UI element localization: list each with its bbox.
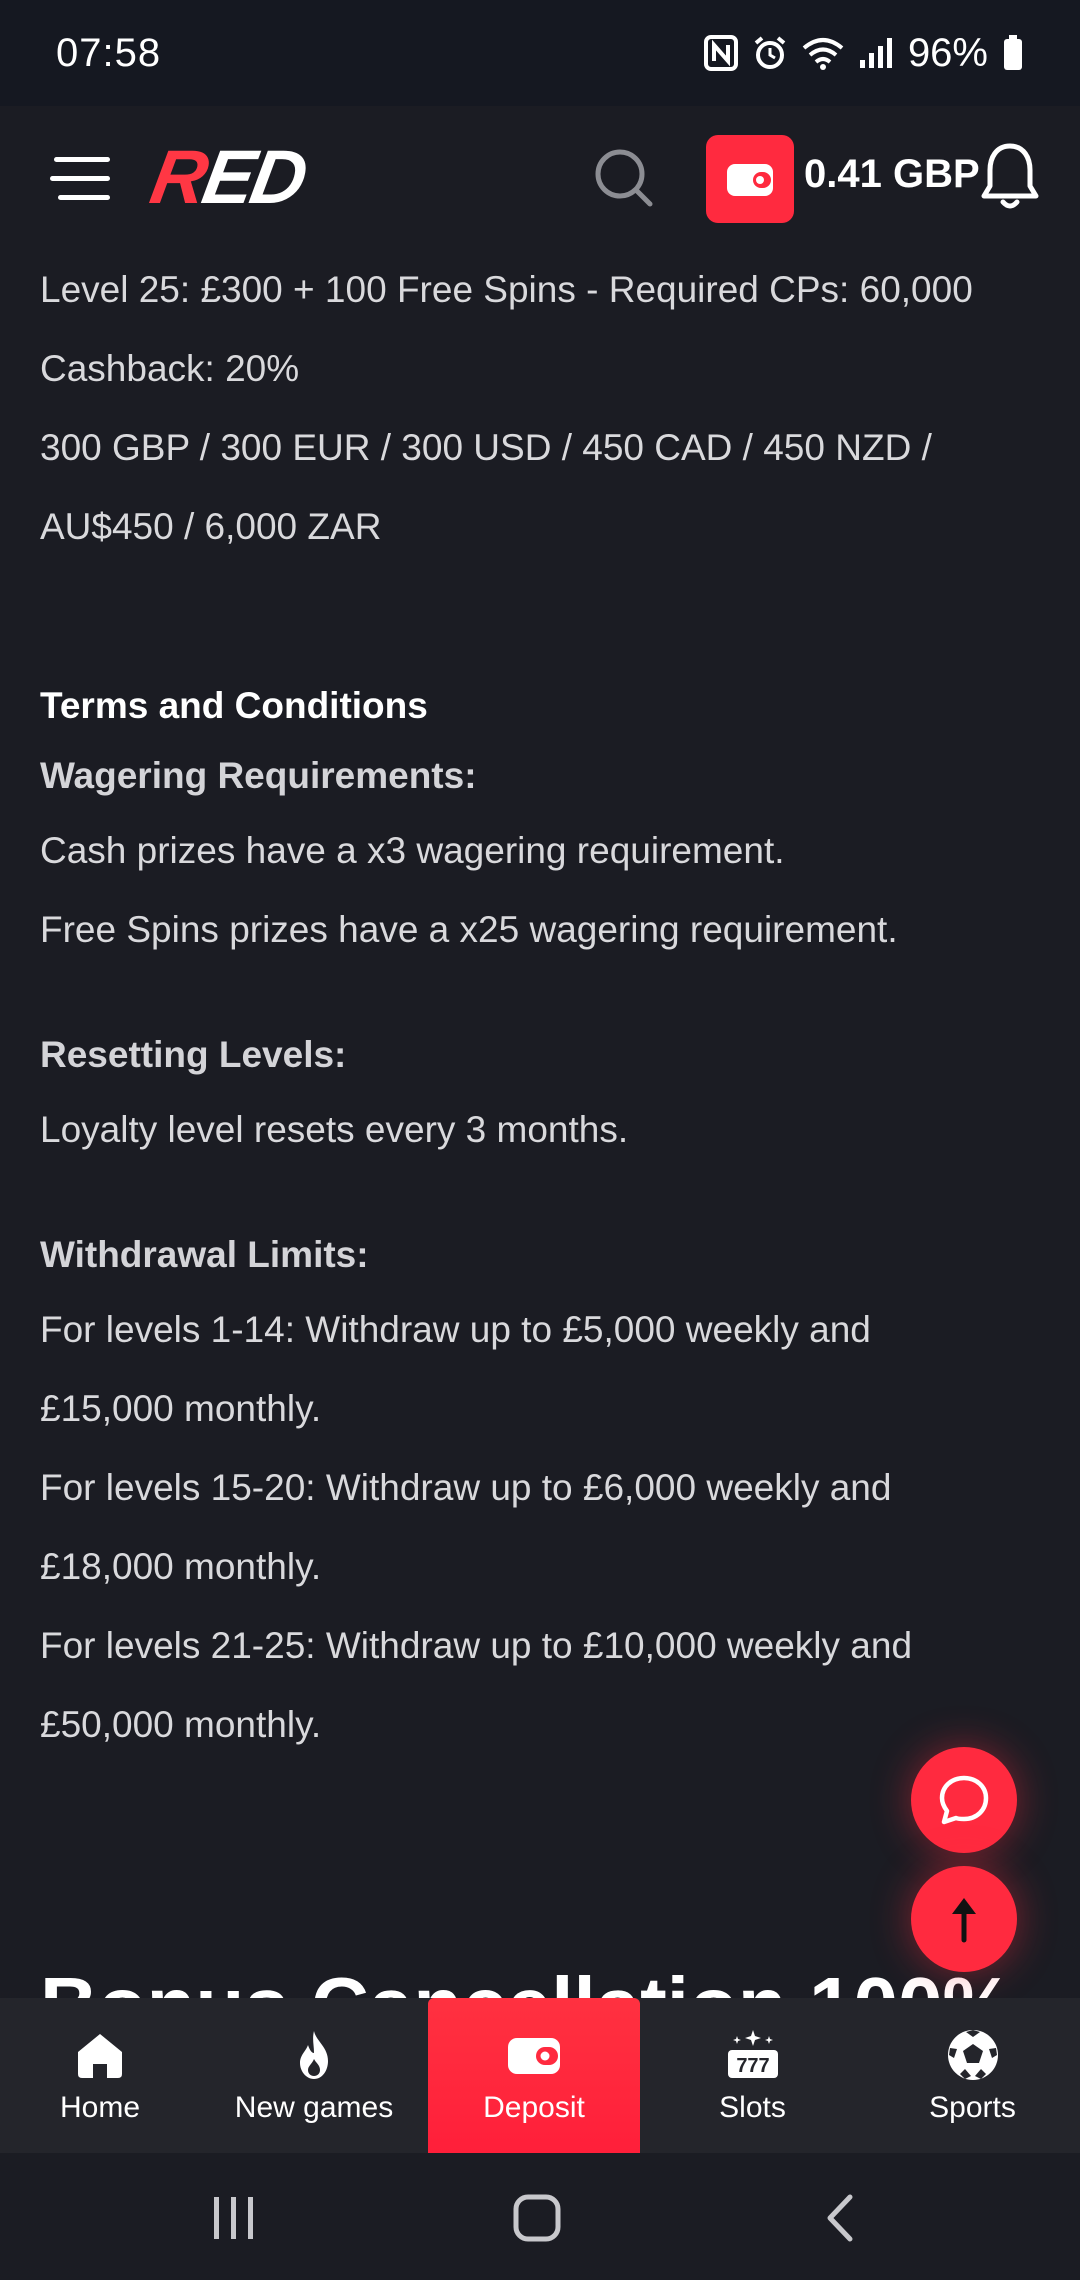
withdrawal-limit-text: For levels 15-20: Withdraw up to £6,000 weekly and (40, 1467, 892, 1508)
system-nav-bar (0, 2153, 1080, 2280)
status-time: 07:58 (56, 30, 162, 75)
currency-line: 300 GBP / 300 EUR / 300 USD / 450 CAD / 450 NZD / (40, 427, 932, 468)
bell-icon[interactable] (978, 140, 1042, 212)
signal-icon (858, 36, 894, 70)
withdrawal-heading: Withdrawal Limits: (40, 1234, 369, 1275)
nav-sports-label: Sports (929, 2090, 1016, 2124)
status-icons (704, 31, 1024, 76)
home-icon (74, 2030, 126, 2080)
slots-icon (725, 2028, 781, 2082)
nav-home[interactable] (0, 1998, 200, 2153)
withdrawal-limit-text: £50,000 monthly. (40, 1704, 322, 1745)
chat-icon (937, 1773, 991, 1827)
nav-deposit[interactable] (428, 1998, 640, 2153)
nav-sports[interactable] (865, 1998, 1080, 2153)
chat-button[interactable] (911, 1747, 1017, 1853)
soccer-ball-icon (946, 2028, 1000, 2082)
search-icon[interactable] (582, 136, 666, 220)
wallet-icon (506, 2032, 562, 2078)
withdrawal-limit-text: For levels 1-14: Withdraw up to £5,000 weekly and (40, 1309, 871, 1350)
nav-new-games[interactable] (200, 1998, 428, 2153)
wallet-button[interactable] (706, 135, 794, 223)
nfc-icon (704, 35, 738, 71)
wagering-spins-text: Free Spins prizes have a x25 wagering requirement. (40, 909, 898, 950)
terms-heading: Terms and Conditions (40, 685, 428, 726)
arrow-up-icon (944, 1894, 984, 1944)
nav-new-games-label: New games (234, 2090, 394, 2124)
scroll-top-button[interactable] (911, 1866, 1017, 1972)
menu-button[interactable] (42, 138, 122, 218)
resetting-text: Loyalty level resets every 3 months. (40, 1109, 629, 1150)
status-bar (0, 0, 1080, 106)
wallet-icon (725, 158, 775, 200)
svg-text:777: 777 (735, 2054, 770, 2077)
withdrawal-limit-text: £18,000 monthly. (40, 1546, 322, 1587)
nav-deposit-label: Deposit (483, 2090, 585, 2124)
wagering-cash-text: Cash prizes have a x3 wagering requirement. (40, 830, 785, 871)
resetting-heading: Resetting Levels: (40, 1034, 347, 1075)
menu-icon (54, 157, 110, 162)
loyalty-content (40, 250, 1050, 1764)
withdrawal-limit-text: For levels 21-25: Withdraw up to £10,000 weekly and (40, 1625, 913, 1666)
wagering-heading: Wagering Requirements: (40, 755, 477, 796)
cashback-text: Cashback: 20% (40, 348, 300, 389)
nav-home-label: Home (59, 2090, 141, 2124)
withdrawal-limit-text: £15,000 monthly. (40, 1388, 322, 1429)
currency-line: AU$450 / 6,000 ZAR (40, 506, 382, 547)
app-header (0, 106, 1080, 250)
home-button-icon[interactable] (512, 2193, 562, 2243)
back-icon[interactable] (820, 2193, 860, 2243)
wifi-icon (802, 36, 844, 70)
recent-apps-icon[interactable] (210, 2193, 258, 2243)
brand-logo[interactable]: RED (144, 135, 312, 220)
flame-icon (292, 2029, 336, 2081)
account-balance[interactable]: 0.41 GBP (804, 152, 980, 196)
bottom-nav (0, 1998, 1080, 2153)
alarm-icon (752, 35, 788, 71)
battery-percent: 96% (907, 30, 988, 75)
nav-slots-label: Slots (719, 2090, 786, 2124)
level-25-reward: Level 25: £300 + 100 Free Spins - Required CPs: 60,000 (40, 269, 973, 310)
battery-icon (1002, 35, 1024, 71)
nav-slots[interactable] (640, 1998, 865, 2153)
